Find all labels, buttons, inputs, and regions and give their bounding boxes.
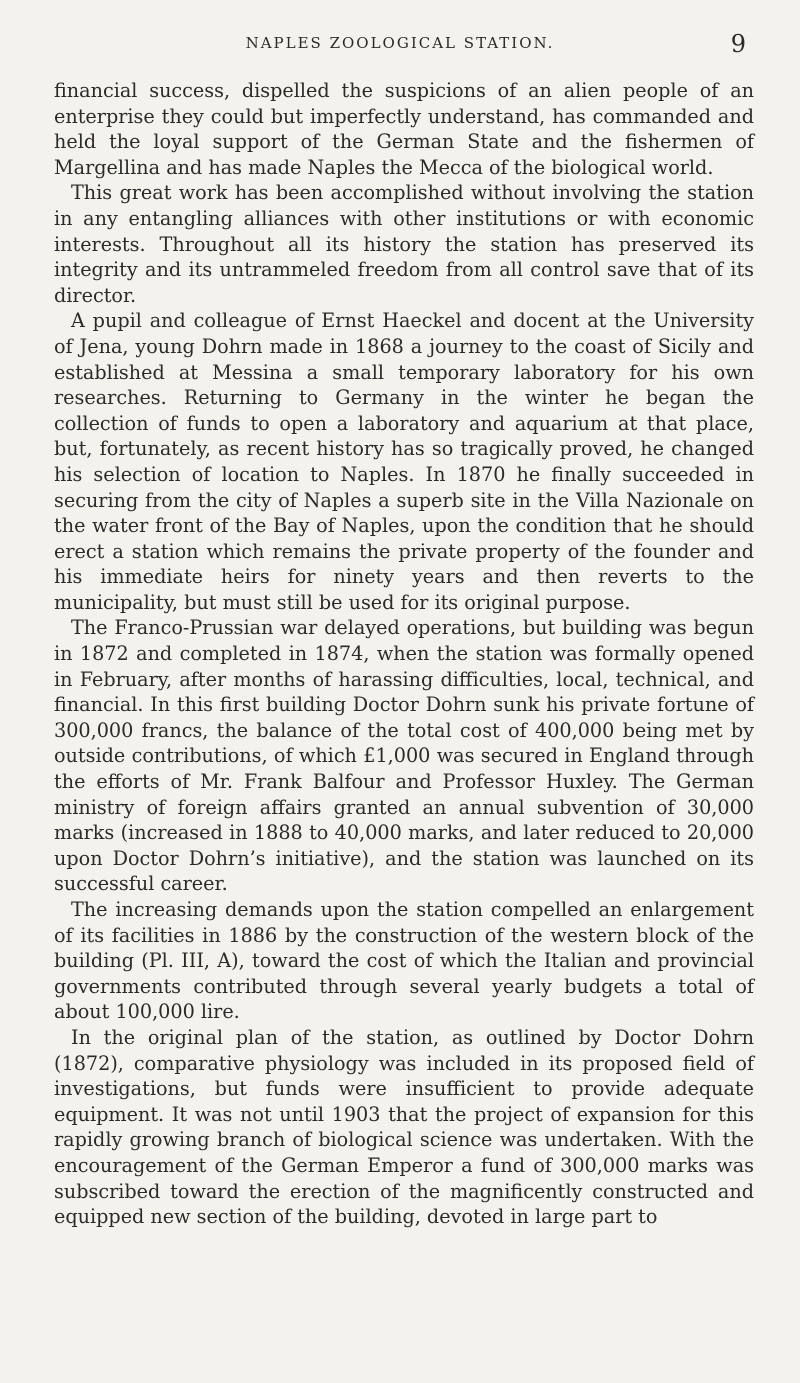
page-header: [54, 30, 746, 64]
page-number: 9: [730, 30, 746, 58]
paragraph: financial success, dispelled the suspicions of an alien people of an enterprise they could but imperfectly understand, has commanded and held the loyal support of the German State and the fishermen of Margellina and has made Naples the Mecca of the biological world.: [54, 79, 754, 179]
paragraph: A pupil and colleague of Ernst Haeckel and docent at the University of Jena, young Dohrn made in 1868 a journey to the coast of Sicily and established at Messina a small temporary laboratory for his own researches. Returning to Germany in the winter he began the collection of funds to open a laboratory and aquarium at that place, but, fortunately, as recent history has so tragically proved, he changed his selection of location to Naples. In 1870 he finally succeeded in securing from the city of Naples a superb site in the Villa Nazionale on the water front of the Bay of Naples, upon the condition that he should erect a station which remains the private property of the founder and his immediate heirs for ninety years and then reverts to the municipality, but must still be used for its original purpose.: [54, 309, 754, 614]
paragraph: In the original plan of the station, as outlined by Doctor Dohrn (1872), comparative physiology was included in its proposed field of investigations, but funds were insufficient to provide adequate equipment. It was not until 1903 that the project of expansion for this rapidly growing branch of biological science was undertaken. With the encouragement of the German Emperor a fund of 300,000 marks was subscribed toward the erection of the magnificently constructed and equipped new section of the building, devoted in large part to: [54, 1025, 754, 1229]
paragraph: This great work has been accomplished without involving the station in any entangling alliances with other institutions or with economic interests. Throughout all its history the station has preserved its integrity and its untrammeled freedom from all control save that of its director.: [54, 181, 754, 307]
paragraph: The increasing demands upon the station compelled an enlargement of its facilities in 1886 by the construction of the western block of the building (Pl. III, A), toward the cost of which the Italian and provincial governments contributed through several yearly budgets a total of about 100,000 lire.: [54, 898, 754, 1024]
body-text: [54, 78, 754, 1230]
running-head: NAPLES ZOOLOGICAL STATION.: [245, 34, 555, 52]
paragraph: The Franco-Prussian war delayed operations, but building was begun in 1872 and completed in 1874, when the station was formally opened in February, after months of harassing difficulties, local, technical, and financial. In this first building Doctor Dohrn sunk his private fortune of 300,000 francs, the balance of the total cost of 400,000 being met by outside contributions, of which £1,000 was secured in England through the efforts of Mr. Frank Balfour and Professor Huxley. The German ministry of foreign affairs granted an annual subvention of 30,000 marks (increased in 1888 to 40,000 marks, and later reduced to 20,000 upon Doctor Dohrn’s initiative), and the station was launched on its successful career.: [54, 616, 754, 896]
